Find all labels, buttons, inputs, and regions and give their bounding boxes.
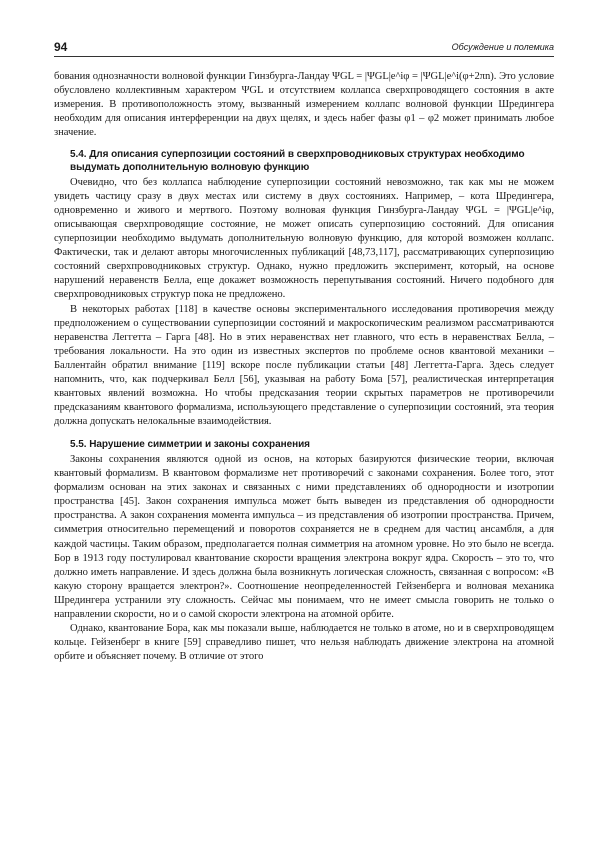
page-header: [54, 40, 554, 57]
section-5-5-heading: 5.5. Нарушение симметрии и законы сохранения: [70, 439, 310, 451]
paragraph-5-4-2: В некоторых работах [118] в качестве основы экспериментального исследования противоречия между предположением о существовании суперпозиции состояний и макроскопическим реализмом рассматриваются неравенства Леггетта – Гарга [48]. Но в этих неравенствах нет главного, что есть в неравенствах Белла, – требования локальности. На это один из известных экспертов по проблеме основ квантовой механики – Баллентайн обратил внимание [119] вскоре после публикации статьи [48] Леггетта-Гарга. Здесь следует напомнить, что, как подчеркивал Белл [56], указывая на работу Бома [57], реалистическая интерпретация квантовых явлений возможна. Но чтобы предсказания теории скрытых параметров не противоречили предсказаниям квантового формализма, использующего представление о суперпозиции состояний, эта теория должна допускать нелокальные взаимодействия.: [54, 303, 554, 428]
paragraph-5-5-1: Законы сохранения являются одной из основ, на которых базируются физические теории, включая квантовый формализм. В квантовом формализме нет противоречий с законами сохранения. Более того, этот формализм основан на этих законах и связанных с ними представлениях об однородности и изотропии пространства [45]. Закон сохранения импульса может быть выведен из представления об однородности пространства. А закон сохранения момента импульса – из представления об изотропии пространства. Причем, симметрия относительно перемещений и поворотов сохраняется не в среднем для частиц ансамбля, а для каждой частицы. Таким образом, предполагается полная симметрия на атомном уровне. Но это было не всегда. Бор в 1913 году постулировал квантование скорости вращения электрона вокруг ядра. Скорость – это то, что должно иметь направление. И здесь должна была возникнуть логическая сложность, связанная с вопросом: «В какую сторону вращается электрон?». Соотношение неопределенностей Гейзенберга и волновая механика Шредингера устранили эту сложность. Сейчас мы понимаем, что не имеет смысла говорить не только о направлении скорости, но и о самой скорости электрона на атомной орбите.: [54, 453, 554, 620]
page-body: [54, 70, 554, 664]
paragraph-5-5-2: Однако, квантование Бора, как мы показали выше, наблюдается не только в атоме, но и в сверхпроводящем кольце. Гейзенберг в книге [59] справедливо пишет, что нельзя наблюдать движение электрона на атомной орбите и объясняет почему. В отличие от этого: [54, 623, 554, 663]
page-number: 94: [54, 40, 68, 54]
paragraph-5-4-1: Очевидно, что без коллапса наблюдение суперпозиции состояний невозможно, так как мы не можем увидеть частицу сразу в двух местах или систему в двух состояниях. Например, – кота Шредингера, одновременно и живого и мертвого. Поэтому волновая функция Гинзбурга-Ландау ΨGL = |ΨGL|e^iφ, описывающая сверхпроводящие состояние, не может описать суперпозицию состояний. Для описания суперпозиции необходимо выдумать дополнительную волновую функцию, для которой возможен коллапс. Фактически, так и делают авторы многочисленных публикаций [48,73,117], рассматривающих суперпозицию состояний сверхпроводниковых структур. Однако, нужно предложить эксперимент, который, на основе нарушений неравенств Белла, еще докажет возможность перепутывания состояний. Ничего подобного для сверхпроводниковых структур пока не предложено.: [54, 176, 554, 301]
paragraph-intro: бования однозначности волновой функции Гинзбурга-Ландау ΨGL = |ΨGL|e^iφ = |ΨGL|e^i(φ+2πn). Это условие обусловлено коллективным характером ΨGL и отсутствием коллапса сверхпроводящего состояния в акте измерения. В противоположность этому, вызванный измерением коллапс волновой функции Шредингера необходим для описания интерференции на двух щелях, и здесь набег фазы φ1 – φ2 может принимать любое значение.: [54, 71, 554, 139]
section-5-4-heading: 5.4. Для описания суперпозиции состояний в сверхпроводниковых структурах необходимо выдумать дополнительную волновую функцию: [70, 149, 525, 174]
running-title: Обсуждение и полемика: [451, 42, 554, 52]
